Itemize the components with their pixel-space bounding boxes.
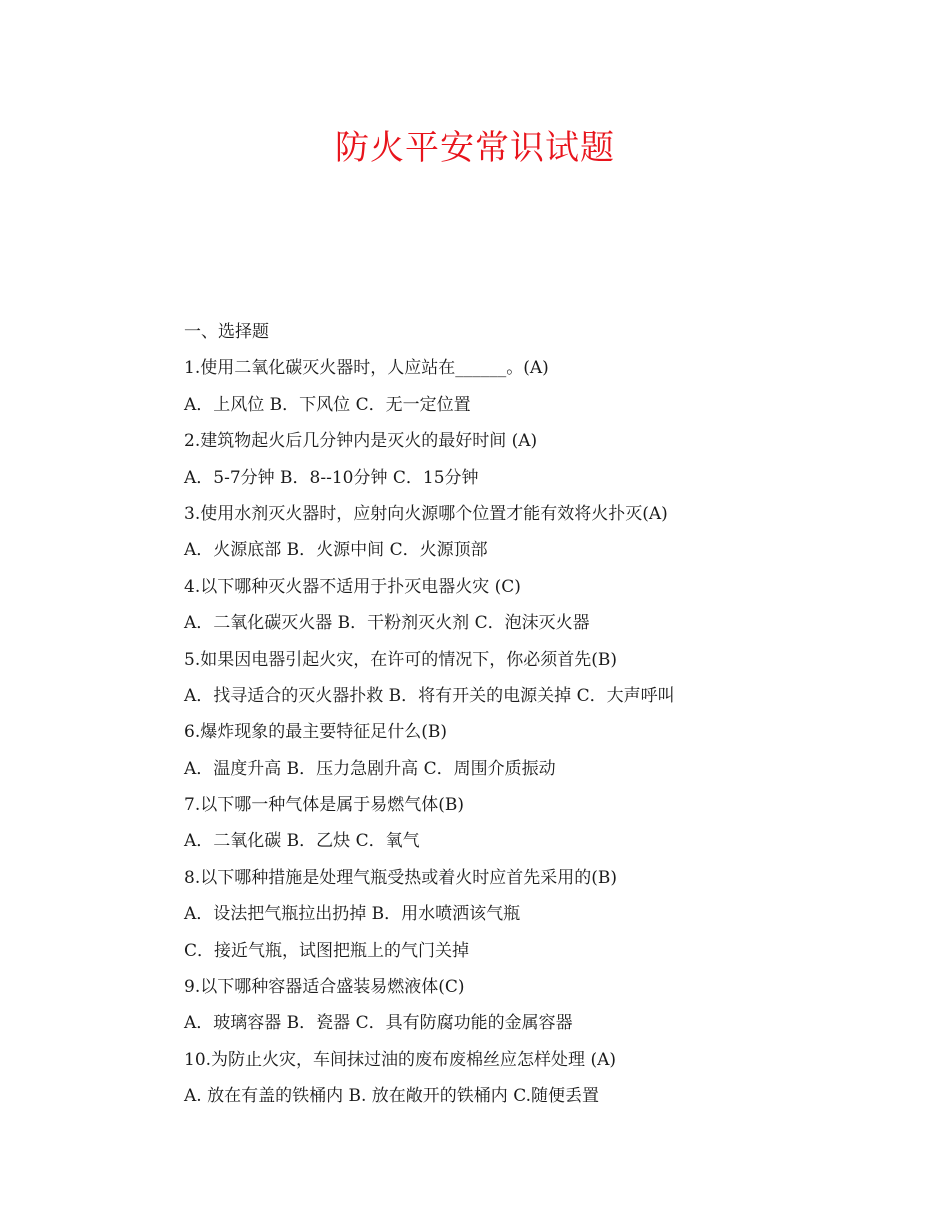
question-2: 2.建筑物起火后几分钟内是灭火的最好时间 (A) <box>184 431 538 452</box>
question-5: 5.如果因电器引起火灾，在许可的情况下，你必须首先(B) <box>184 649 617 670</box>
question-5-options: A．找寻适合的灭火器扑救 B．将有开关的电源关掉 C．大声呼叫 <box>184 685 675 706</box>
question-8: 8.以下哪种措施是处理气瓶受热或着火时应首先采用的(B) <box>184 867 617 888</box>
question-6-options: A．温度升高 B．压力急剧升高 C．周围介质振动 <box>184 758 556 779</box>
question-6: 6.爆炸现象的最主要特征足什么(B) <box>184 722 447 743</box>
question-10-options: A. 放在有盖的铁桶内 B. 放在敞开的铁桶内 C.随便丢置 <box>184 1086 599 1107</box>
question-8-options-line-1: A．设法把气瓶拉出扔掉 B．用水喷洒该气瓶 <box>184 904 521 925</box>
question-7: 7.以下哪一种气体是属于易燃气体(B) <box>184 795 464 816</box>
question-1: 1.使用二氧化碳灭火器时，人应站在______。(A) <box>184 358 549 379</box>
question-3: 3.使用水剂灭火器时，应射向火源哪个位置才能有效将火扑灭(A) <box>184 503 668 524</box>
question-2-options: A．5-7分钟 B．8--10分钟 C．15分钟 <box>184 467 479 488</box>
question-10: 10.为防止火灾，车间抹过油的废布废棉丝应怎样处理 (A) <box>184 1049 616 1070</box>
section-heading: 一、选择题 <box>184 322 269 342</box>
question-1-options: A．上风位 B．下风位 C．无一定位置 <box>184 394 471 415</box>
question-list <box>184 314 884 1115</box>
question-8-options-line-2: C．接近气瓶，试图把瓶上的气门关掉 <box>184 940 470 961</box>
question-9: 9.以下哪种容器适合盛装易燃液体(C) <box>184 977 465 998</box>
question-4-options: A．二氧化碳灭火器 B．干粉剂灭火剂 C．泡沫灭火器 <box>184 613 590 634</box>
question-3-options: A．火源底部 B．火源中间 C．火源顶部 <box>184 540 488 561</box>
question-7-options: A．二氧化碳 B．乙炔 C．氧气 <box>184 831 420 852</box>
question-4: 4.以下哪种灭火器不适用于扑灭电器火灾 (C) <box>184 576 521 597</box>
document-title: 防火平安常识试题 <box>335 128 615 168</box>
question-9-options: A．玻璃容器 B．瓷器 C．具有防腐功能的金属容器 <box>184 1013 573 1034</box>
